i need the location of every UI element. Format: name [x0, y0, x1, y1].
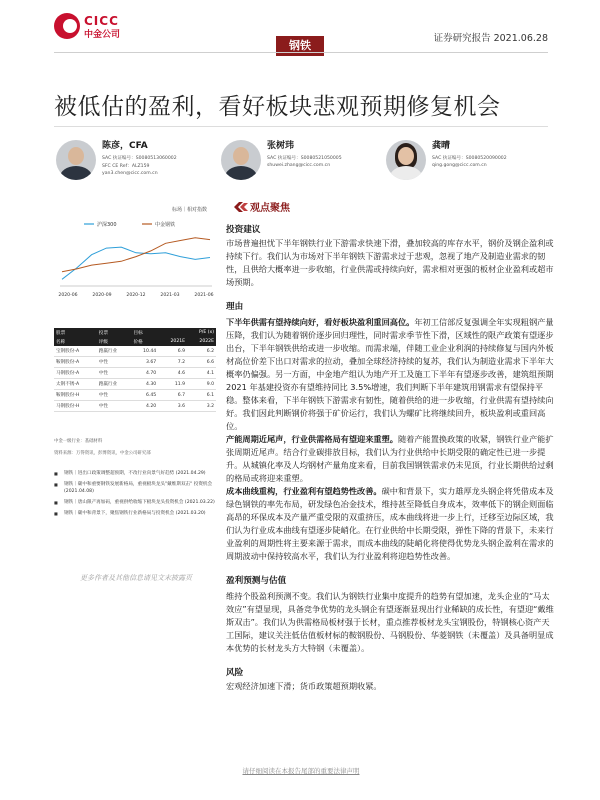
table-cell: 中性 — [97, 368, 132, 379]
table-row — [54, 401, 216, 412]
reason-body: 年初工信部反复强调全年实现粗钢产量压降，我们认为随着钢价逐步回归理性，同时需求季节性下滑，区域性的限产政策有望逐步出台，下半年钢铁供给或进一步收缩。而需求端，伴随工业企业利润的持续修复与国内外板材高位价差下出口对需求的拉动，叠加全球经济持续的复苏，我们认为制造业需求下半年大概率仍偏强。另一方面，中金地产组认为地产开工及施工下半年有望逐步改善，建筑组预期 2021 年基建投资亦有望维持同比 3.5%增速，我们判断下半年建筑用钢需求有望保持平稳。整体来看，下半年钢铁下游需求有韧性，随着供给的进一步收缩，行业供需有望持续向好。我们因此判断钢价将强于矿价运行，我们认为螺矿比将继续回升，板块盈利或重回高位。 — [226, 317, 554, 431]
author-card — [102, 138, 177, 176]
table-row — [54, 346, 216, 357]
author-card — [267, 138, 342, 168]
author-email[interactable]: qing.gong@cicc.com.cn — [432, 163, 487, 168]
related-reports — [54, 470, 224, 521]
table-cell: 3.67 — [132, 357, 159, 368]
table-cell: 跑赢行业 — [97, 346, 132, 357]
author-sac: SAC 执证编号：S0080520090002 — [432, 156, 507, 161]
reason-paragraph — [226, 485, 554, 563]
table-cell: 4.6 — [158, 368, 187, 379]
performance-chart — [54, 212, 214, 304]
table-cell: 鞍钢股份-H — [54, 390, 97, 401]
reason-body: 随着产能置换政策的收紧，钢铁行业产能扩张周期近尾声。结合行业碳排放目标，我们认为行业供给中长期受限的确定性已进一步提升。从城镇化率及人均钢材产量角度来看，目前我国钢铁需求仍未见顶，行业长期供给过剩的格局或将迎来重塑。 — [226, 434, 554, 483]
table-subheader: 2022E — [187, 337, 216, 346]
table-cell: 10.44 — [132, 346, 159, 357]
risk-body: 宏观经济加速下滑；货币政策超预期收紧。 — [226, 681, 382, 691]
sector-tag: 钢铁 — [276, 36, 324, 56]
table-cell: 中性 — [97, 390, 132, 401]
related-report-link[interactable]: ■ 钢铁｜碳中和重要钢铁发展新格局，重视板块龙头"戴维斯双击" 投资机会 (2021.04.08) — [54, 481, 224, 495]
author-name: 龚晴 — [432, 141, 451, 151]
author-avatar — [221, 140, 261, 180]
table-subheader: 2021E — [158, 337, 187, 346]
table-cell: 11.9 — [158, 379, 187, 390]
report-title: 被低估的盈利，看好板块悲观预期修复机会 — [54, 94, 501, 120]
table-cell: 9.0 — [187, 379, 216, 390]
table-cell: 马钢股份-H — [54, 401, 97, 412]
table-cell: 6.7 — [158, 390, 187, 401]
section-heading-reason: 理由 — [226, 302, 244, 312]
table-cell: 6.9 — [158, 346, 187, 357]
report-type-date: 证券研究报告 2021.06.28 — [433, 33, 548, 44]
more-info-link[interactable]: 更多作者及其他信息请见文末披露页 — [80, 574, 192, 582]
right-column — [226, 224, 554, 693]
related-report-link[interactable]: ■ 钢铁｜唐山限产再加码，重视供给收缩下板块龙头投资机会 (2021.03.22) — [54, 499, 224, 506]
table-row — [54, 390, 216, 401]
author-sac: SAC 执证编号：S0080521050005 — [267, 156, 342, 161]
author-email[interactable]: yan3.chen@cicc.com.cn — [102, 171, 158, 176]
table-cell: 6.45 — [132, 390, 159, 401]
author-avatar — [56, 140, 96, 180]
viewpoint-icon — [234, 202, 248, 212]
x-tick-label: 2020-09 — [92, 293, 112, 298]
x-tick-label: 2021-03 — [160, 293, 180, 298]
reason-paragraph — [226, 316, 554, 433]
author-sac: SAC 执证编号：S0080513060002 — [102, 156, 177, 161]
table-cell: 4.70 — [132, 368, 159, 379]
table-cell: 7.2 — [158, 357, 187, 368]
table-row — [54, 368, 216, 379]
cicc-logo-icon — [54, 13, 80, 39]
related-report-link[interactable]: ■ 钢铁｜碳中和背景下，聚焦钢铁行业新格局与投资机会 (2021.03.20) — [54, 510, 224, 517]
table-header: P/E (x) — [158, 328, 216, 337]
table-cell: 跑赢行业 — [97, 379, 132, 390]
x-tick-label: 2020-06 — [58, 293, 78, 298]
table-header: 投票 — [97, 328, 132, 337]
table-row — [54, 379, 216, 390]
stock-table — [54, 328, 216, 412]
reason-head: 成本曲线重构，行业盈利有望趋势性改善。 — [226, 486, 382, 496]
section-heading-invest: 投资建议 — [226, 225, 261, 235]
chart-label: 标场｜相对指数 — [172, 207, 208, 213]
table-subheader: 评级 — [97, 337, 132, 346]
table-cell: 太钢不锈-A — [54, 379, 97, 390]
footer-legal-note[interactable]: 请仔细阅读在本报告尾部的重要法律声明 — [242, 767, 360, 775]
invest-body: 市场普遍担忧下半年钢铁行业下游需求快速下滑，叠加较高的库存水平，钢价及钢企盈利或持续下行。我们认为市场对下半年钢铁下游需求过于悲观，忽视了地产及制造业需求的韧性，且供给大概率进一步收缩，行业供需或持续向好，需求相对更强的板材企业盈利或超市场预期。 — [226, 238, 554, 287]
author-avatar — [386, 140, 426, 180]
reason-head: 产能周期近尾声，行业供需格局有望迎来重塑。 — [226, 434, 398, 444]
title-divider — [54, 126, 548, 127]
series-line-0 — [62, 247, 210, 279]
logo-text-en: CICC — [84, 14, 119, 28]
table-subheader: 名称 — [54, 337, 97, 346]
table-cell: 6.6 — [187, 357, 216, 368]
section-heading-risk: 风险 — [226, 668, 244, 678]
legend-label: 沪深300 — [97, 222, 117, 228]
table-cell: 中性 — [97, 357, 132, 368]
logo-text-cn: 中金公司 — [84, 30, 121, 40]
table-cell: 中性 — [97, 401, 132, 412]
performance-chart-svg — [54, 212, 214, 304]
table-cell: 4.30 — [132, 379, 159, 390]
reason-body: 碳中和背景下，实力雄厚龙头钢企将凭借成本及绿色钢铁的率先布局，研发绿色冶金技术，维持甚至降低自身成本，效率低下的钢企则面临高昂的环保成本及产量严重受限的双重挤压，成本曲线将进一步上行，迁移至边际区域，我们认为行业成本曲线有望逐步陡峭化。在行业供给中长期受限，弹性下降的背景下，未来行业盈利的周期性将主要来源于需求，而成本曲线的陡峭化将使得优势龙头钢企盈利在需求的周期波动中保持较高水平，我们认为行业盈利将迎趋势性改善。 — [226, 486, 554, 561]
author-sfc: SFC CE Ref：ALZ159 — [102, 164, 150, 169]
table-header: 股票 — [54, 328, 97, 337]
section-heading-forecast: 盈利预测与估值 — [226, 576, 287, 586]
legend-label: 中金钢铁 — [155, 222, 176, 228]
x-tick-label: 2021-06 — [194, 293, 214, 298]
table-subheader: 价格 — [132, 337, 159, 346]
table-cell: 4.20 — [132, 401, 159, 412]
author-name: 张树玮 — [267, 141, 295, 151]
table-cell: 6.2 — [187, 346, 216, 357]
source-note: 资料来源：万得资讯，彭博资讯，中金公司研究部 — [54, 451, 151, 456]
table-cell: 3.6 — [158, 401, 187, 412]
table-cell: 4.1 — [187, 368, 216, 379]
table-cell: 鞍钢股份-A — [54, 357, 97, 368]
forecast-body: 维持个股盈利预测不变。我们认为钢铁行业集中度提升的趋势有望加速，龙头企业的“马太效应”有望显现，具备竞争优势的龙头钢企有望逐渐显现出行业稀缺的成长性，有望迎“戴维斯双击”。我们认为供需格局板材强于长材，重点推荐板材龙头宝钢股份，特钢核心资产天工国际，建议关注低估值板材标的鞍钢股份、马钢股份、华菱钢铁（未覆盖）及具备明显成本优势的长材龙头方大特钢（未覆盖）。 — [226, 591, 554, 653]
series-line-1 — [62, 238, 210, 272]
header-divider — [54, 52, 548, 53]
x-tick-label: 2020-12 — [126, 293, 146, 298]
table-header: 目标 — [132, 328, 159, 337]
table-cell: 宝钢股份-A — [54, 346, 97, 357]
reason-head: 下半年供需有望持续向好，看好板块盈利重回高位。 — [226, 317, 415, 327]
related-report-link[interactable]: ■ 钢铁｜进出口政策调整超预期，不改行业向景气好趋势 (2021.04.29) — [54, 470, 224, 477]
reason-paragraph — [226, 433, 554, 485]
industry-note: 中金一级行业：基础材料 — [54, 439, 103, 444]
table-cell: 马钢股份-A — [54, 368, 97, 379]
author-email[interactable]: shuwei.zhang@cicc.com.cn — [267, 163, 331, 168]
table-cell: 6.1 — [187, 390, 216, 401]
table-row — [54, 357, 216, 368]
author-name: 陈彦，CFA — [102, 141, 148, 151]
table-cell: 3.2 — [187, 401, 216, 412]
viewpoint-title: 观点聚焦 — [250, 203, 290, 214]
author-card — [432, 138, 507, 168]
